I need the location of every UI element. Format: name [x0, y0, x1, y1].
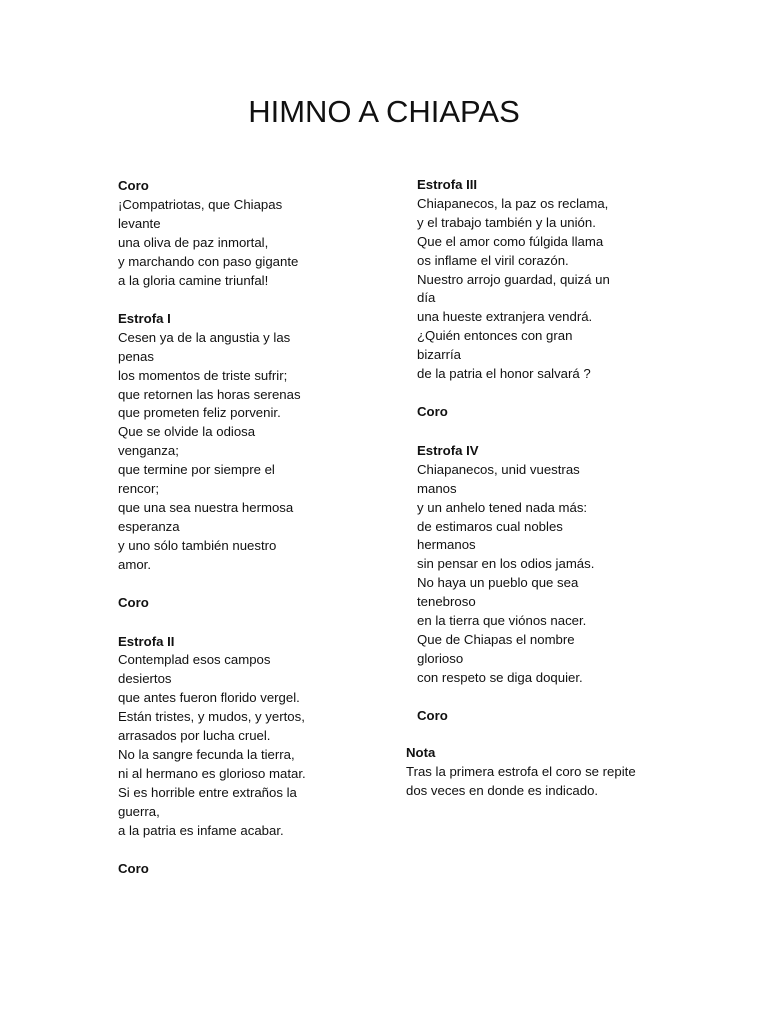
page-title: HIMNO A CHIAPAS [248, 94, 520, 129]
verse-line: hermanos [417, 537, 476, 553]
section-gap [118, 575, 323, 595]
section-gap [417, 688, 627, 708]
left-column [118, 177, 323, 879]
note-line: Tras la primera estrofa el coro se repite [406, 763, 636, 779]
left-section-estrofa-i [118, 310, 323, 575]
verse-line: Cesen ya de la angustia y las [118, 329, 291, 345]
verse-line: y marchando con paso gigante [118, 253, 299, 269]
section-heading: Coro [417, 708, 448, 724]
section-heading: Coro [118, 595, 149, 611]
verse-line: de la patria el honor salvará ? [417, 366, 591, 382]
section-heading: Coro [417, 404, 448, 420]
verse-line: penas [118, 348, 154, 364]
verse-line: una oliva de paz inmortal, [118, 234, 269, 250]
verse-line: que una sea nuestra hermosa [118, 500, 294, 515]
verse-line: Chiapanecos, unid vuestras [417, 461, 580, 477]
left-section-estrofa-ii [118, 633, 323, 841]
right-section-coro [417, 403, 627, 422]
verse-line: No la sangre fecunda la tierra, [118, 746, 295, 762]
verse-line: Nuestro arrojo guardad, quizá un [417, 271, 610, 287]
verse-line: guerra, [118, 803, 160, 819]
verse-line: día [417, 290, 436, 306]
verse-line: y un anhelo tened nada más: [417, 499, 588, 515]
verse-line: Contemplad esos campos [118, 652, 271, 668]
verse-line: sin pensar en los odios jamás. [417, 556, 595, 572]
verse-line: rencor; [118, 481, 160, 497]
section-heading: Coro [118, 861, 149, 876]
right-section-coro [417, 707, 627, 726]
verse-line: os inflame el viril corazón. [417, 252, 569, 268]
verse-line: que antes fueron florido vergel. [118, 690, 300, 706]
section-gap [118, 841, 323, 861]
section-heading: Coro [118, 178, 149, 193]
verse-line: a la gloria camine triunfal! [118, 272, 269, 288]
verse-line: ¿Quién entonces con gran [417, 328, 573, 344]
verse-line: tenebroso [417, 594, 476, 610]
verse-line: ni al hermano es glorioso matar. [118, 765, 306, 781]
verse-line: arrasados por lucha cruel. [118, 728, 271, 744]
note-heading: Nota [406, 745, 436, 760]
verse-line: con respeto se diga doquier. [417, 669, 583, 685]
section-heading: Estrofa II [118, 633, 175, 649]
verse-line: amor. [118, 556, 151, 572]
verse-line: una hueste extranjera vendrá. [417, 309, 593, 325]
verse-line: No haya un pueblo que sea [417, 575, 579, 591]
verse-line: Que se olvide la odiosa [118, 424, 256, 440]
left-section-coro [118, 860, 323, 879]
verse-line: que termine por siempre el [118, 462, 275, 478]
right-section-estrofa-iv [417, 442, 627, 688]
verse-line: venganza; [118, 443, 179, 459]
section-heading: Estrofa I [118, 310, 171, 326]
verse-line: Que de Chiapas el nombre [417, 631, 575, 647]
note-line: dos veces en donde es indicado. [406, 782, 599, 798]
left-section-coro [118, 594, 323, 613]
verse-line: manos [417, 480, 457, 496]
section-gap [417, 384, 627, 404]
section-heading: Estrofa IV [417, 442, 479, 458]
section-heading: Estrofa III [417, 177, 478, 192]
section-gap [417, 422, 627, 442]
verse-line: los momentos de triste sufrir; [118, 367, 288, 383]
left-section-coro [118, 177, 323, 290]
verse-line: de estimaros cual nobles [417, 518, 563, 534]
verse-line: esperanza [118, 518, 180, 534]
verse-line: y el trabajo también y la unión. [417, 214, 596, 230]
verse-line: que retornen las horas serenas [118, 386, 301, 402]
verse-line: en la tierra que viónos nacer. [417, 613, 587, 629]
verse-line: Chiapanecos, la paz os reclama, [417, 195, 609, 211]
section-gap [118, 613, 323, 633]
verse-line: a la patria es infame acabar. [118, 822, 284, 838]
section-gap [118, 290, 323, 310]
verse-line: desiertos [118, 671, 172, 687]
verse-line: que prometen feliz porvenir. [118, 405, 281, 421]
verse-line: Si es horrible entre extraños la [118, 784, 297, 800]
note-section [406, 744, 666, 801]
verse-line: Que el amor como fúlgida llama [417, 233, 604, 249]
right-section-estrofa-iii [417, 176, 627, 384]
verse-line: glorioso [417, 650, 464, 666]
verse-line: ¡Compatriotas, que Chiapas [118, 196, 283, 212]
verse-line: y uno sólo también nuestro [118, 537, 277, 553]
verse-line: bizarría [417, 347, 461, 363]
right-column [417, 176, 627, 726]
verse-line: levante [118, 215, 161, 231]
verse-line: Están tristes, y mudos, y yertos, [118, 709, 305, 725]
